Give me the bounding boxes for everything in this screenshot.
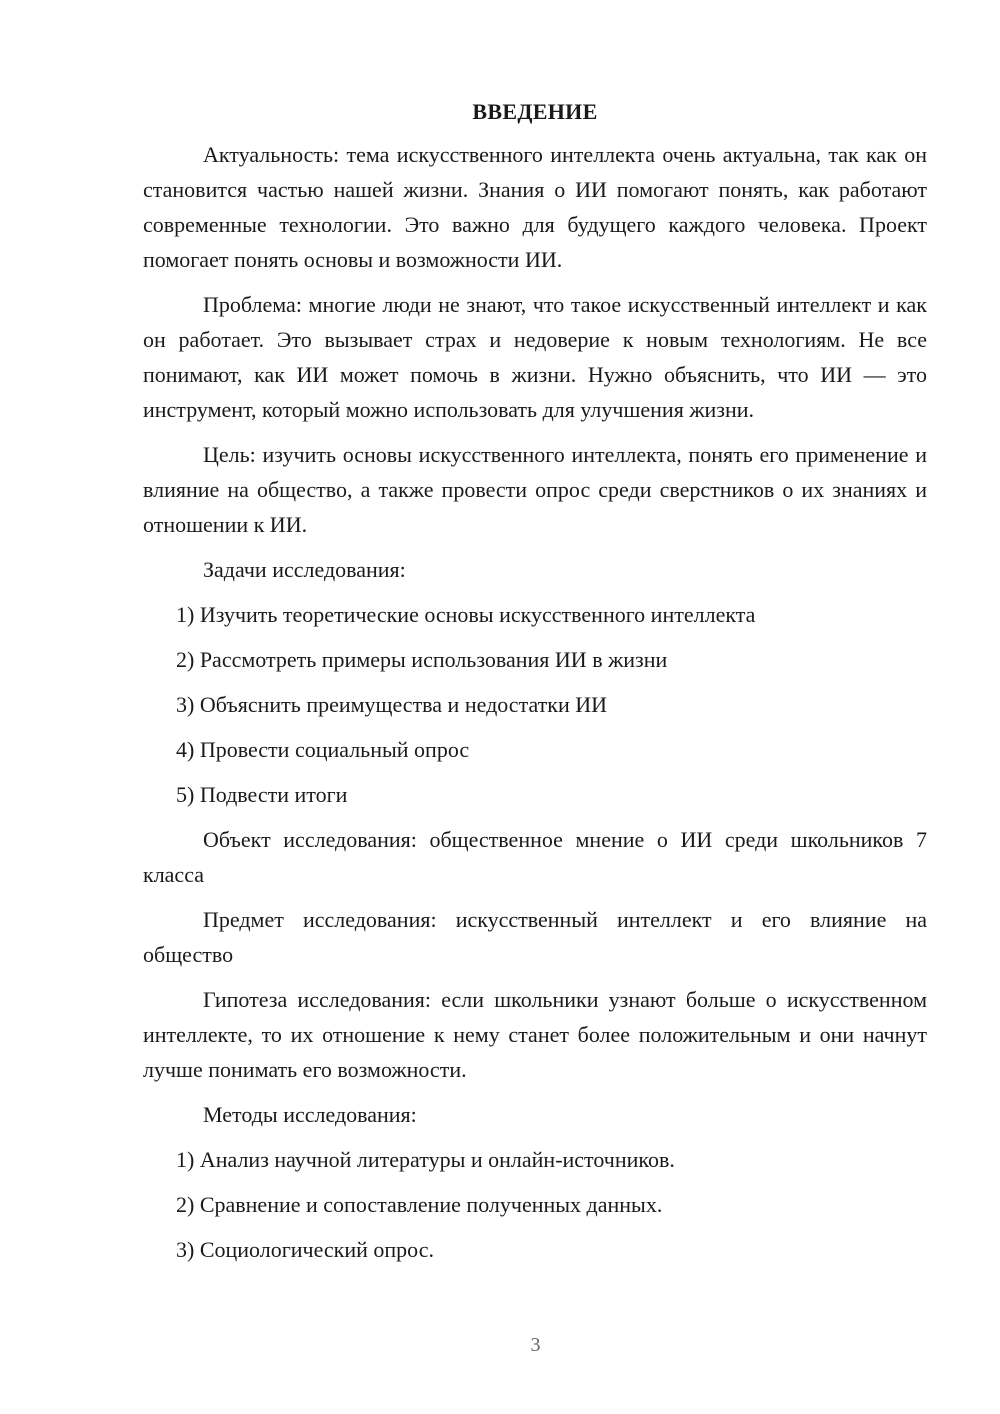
task-item: 5) Подвести итоги — [176, 782, 348, 807]
methods-label: Методы исследования: — [203, 1102, 417, 1127]
page-content — [143, 94, 927, 1277]
task-item: 2) Рассмотреть примеры использования ИИ в жизни — [176, 647, 668, 672]
method-item: 2) Сравнение и сопоставление полученных данных. — [176, 1192, 663, 1217]
tasks-list — [143, 597, 927, 812]
task-item: 1) Изучить теоретические основы искусственного интеллекта — [176, 602, 756, 627]
tasks-label: Задачи исследования: — [203, 557, 406, 582]
page-number: 3 — [530, 1334, 541, 1356]
relevance-paragraph: Актуальность: тема искусственного интеллекта очень актуальна, так как он становится частью нашей жизни. Знания о ИИ помогают понять, как работают современные технологии. Это важно для будущего каждого человека. Проект помогает понять основы и возможности ИИ. — [143, 142, 927, 272]
task-item: 3) Объяснить преимущества и недостатки ИИ — [176, 692, 607, 717]
task-item: 4) Провести социальный опрос — [176, 737, 470, 762]
section-heading: ВВЕДЕНИЕ — [472, 99, 598, 124]
hypothesis-paragraph: Гипотеза исследования: если школьники узнают больше о искусственном интеллекте, то их отношение к нему станет более положительным и они начнут лучше понимать его возможности. — [143, 987, 927, 1082]
method-item: 3) Социологический опрос. — [176, 1237, 434, 1262]
methods-list — [143, 1142, 927, 1267]
method-item: 1) Анализ научной литературы и онлайн-источников. — [176, 1147, 675, 1172]
problem-paragraph: Проблема: многие люди не знают, что такое искусственный интеллект и как он работает. Это вызывает страх и недоверие к новым технологиям. Не все понимают, как ИИ может помочь в жизни. Нужно объяснить, что ИИ — это инструмент, который можно использовать для улучшения жизни. — [143, 292, 927, 422]
goal-paragraph: Цель: изучить основы искусственного интеллекта, понять его применение и влияние на общество, а также провести опрос среди сверстников о их знаниях и отношении к ИИ. — [143, 442, 927, 537]
subject-paragraph: Предмет исследования: искусственный интеллект и его влияние на общество — [143, 907, 927, 967]
object-paragraph: Объект исследования: общественное мнение о ИИ среди школьников 7 класса — [143, 827, 927, 887]
